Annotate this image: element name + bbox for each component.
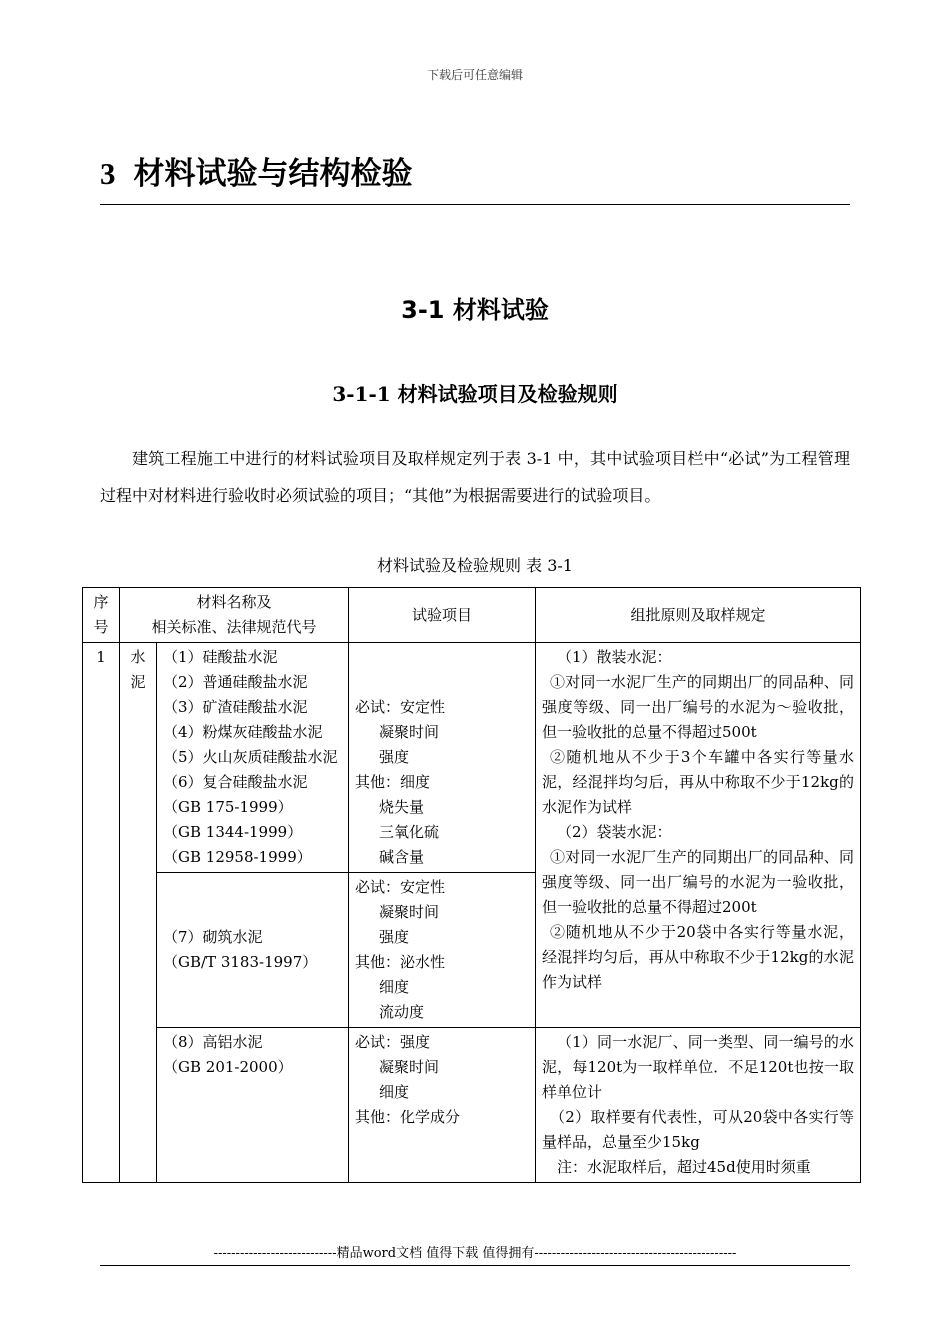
- test-item: 其他：泌水性: [355, 953, 446, 971]
- chapter-number: 3: [100, 156, 116, 191]
- subsection-heading: 3-1-1 材料试验项目及检验规则: [332, 382, 618, 406]
- header-seq: 序号: [83, 588, 120, 643]
- test-item: 强度: [379, 928, 410, 946]
- material-item: （5）火山灰质硅酸盐水泥: [163, 748, 338, 766]
- cell-seq: 1: [83, 643, 120, 1183]
- cell-materials-group1: [157, 643, 349, 873]
- header-tests: 试验项目: [349, 588, 536, 643]
- standard-code: （GB/T 3183-1997）: [163, 953, 318, 971]
- chapter-heading: [100, 152, 850, 205]
- rule-item: ①对同一水泥厂生产的同期出厂的同品种、同强度等级、同一出厂编号的水泥为一验收批，但一验收批的总量不得超过200t: [542, 848, 855, 916]
- material-item: （6）复合硅酸盐水泥: [163, 773, 308, 791]
- header-material-line2: 相关标准、法律规范代号: [151, 618, 317, 636]
- rule-item: （2）取样要有代表性，可从20袋中各实行等量样品，总量至少15kg: [542, 1108, 855, 1151]
- standard-code: （GB 1344-1999）: [163, 823, 303, 841]
- test-item: 凝聚时间: [379, 723, 440, 741]
- test-item: 凝聚时间: [379, 1058, 440, 1076]
- material-item: （1）硅酸盐水泥: [163, 648, 278, 666]
- material-item: （4）粉煤灰硅酸盐水泥: [163, 723, 323, 741]
- material-item: （8）高铝水泥: [163, 1033, 263, 1051]
- test-item: 烧失量: [379, 798, 425, 816]
- test-item: 其他：化学成分: [355, 1108, 461, 1126]
- standard-code: （GB 12958-1999）: [163, 848, 312, 866]
- cell-tests-group3: [349, 1028, 536, 1183]
- rule-item: （2）袋装水泥：: [557, 823, 672, 841]
- test-item: 必试：安定性: [355, 878, 446, 896]
- standard-code: （GB 175-1999）: [163, 798, 293, 816]
- material-item: （3）矿渣硅酸盐水泥: [163, 698, 308, 716]
- cell-category: 水泥: [120, 643, 157, 1183]
- table-caption: 材料试验及检验规则 表 3-1: [377, 556, 573, 575]
- test-item: 必试：强度: [355, 1033, 431, 1051]
- chapter-title: 材料试验与结构检验: [133, 156, 413, 192]
- rule-item: 注：水泥取样后，超过45d使用时须重: [557, 1158, 811, 1176]
- test-item: 必试：安定性: [355, 698, 446, 716]
- table-row: [83, 1028, 861, 1183]
- test-item: 三氧化硫: [379, 823, 440, 841]
- material-item: （2）普通硅酸盐水泥: [163, 673, 308, 691]
- cell-materials-group3: [157, 1028, 349, 1183]
- cell-rules-cement: [536, 643, 861, 1028]
- header-note: 下载后可任意编辑: [426, 68, 523, 82]
- standard-code: （GB 201-2000）: [163, 1058, 293, 1076]
- rule-item: ②随机地从不少于3个车罐中各实行等量水泥，经混拌均匀后，再从中称取不少于12kg的水泥作为试样: [542, 748, 855, 816]
- table-row: [83, 643, 861, 873]
- header-rules: 组批原则及取样规定: [536, 588, 861, 643]
- test-item: 强度: [379, 748, 410, 766]
- footer-note: ----------------------------精品word文档 值得下载 值得拥有----------------------------------------------: [100, 1242, 850, 1266]
- section-heading: 3-1 材料试验: [401, 296, 549, 324]
- test-item: 细度: [379, 978, 410, 996]
- header-material: [120, 588, 349, 643]
- rule-item: ②随机地从不少于20袋中各实行等量水泥，经混拌均匀后，再从中称取不少于12kg的水泥作为试样: [542, 923, 855, 991]
- cell-rules-alumina: [536, 1028, 861, 1183]
- rule-item: （1）同一水泥厂、同一类型、同一编号的水泥，每120t为一取样单位．不足120t也按一取样单位计: [542, 1033, 855, 1101]
- materials-table: [82, 587, 861, 1183]
- test-item: 其他：细度: [355, 773, 431, 791]
- test-item: 细度: [379, 1083, 410, 1101]
- test-item: 碱含量: [379, 848, 425, 866]
- cell-tests-group2: [349, 873, 536, 1028]
- rule-item: ①对同一水泥厂生产的同期出厂的同品种、同强度等级、同一出厂编号的水泥为～验收批，但一验收批的总量不得超过500t: [542, 673, 855, 741]
- cell-tests-group1: [349, 643, 536, 873]
- rule-item: （1）散装水泥：: [557, 648, 672, 666]
- table-header-row: [83, 588, 861, 643]
- intro-paragraph: 建筑工程施工中进行的材料试验项目及取样规定列于表 3-1 中，其中试验项目栏中“必试”为工程管理过程中对材料进行验收时必须试验的项目；“其他”为根据需要进行的试验项目。: [100, 449, 850, 505]
- header-material-line1: 材料名称及: [196, 593, 272, 611]
- material-item: （7）砌筑水泥: [163, 928, 263, 946]
- cell-materials-group2: [157, 873, 349, 1028]
- test-item: 凝聚时间: [379, 903, 440, 921]
- test-item: 流动度: [379, 1003, 425, 1021]
